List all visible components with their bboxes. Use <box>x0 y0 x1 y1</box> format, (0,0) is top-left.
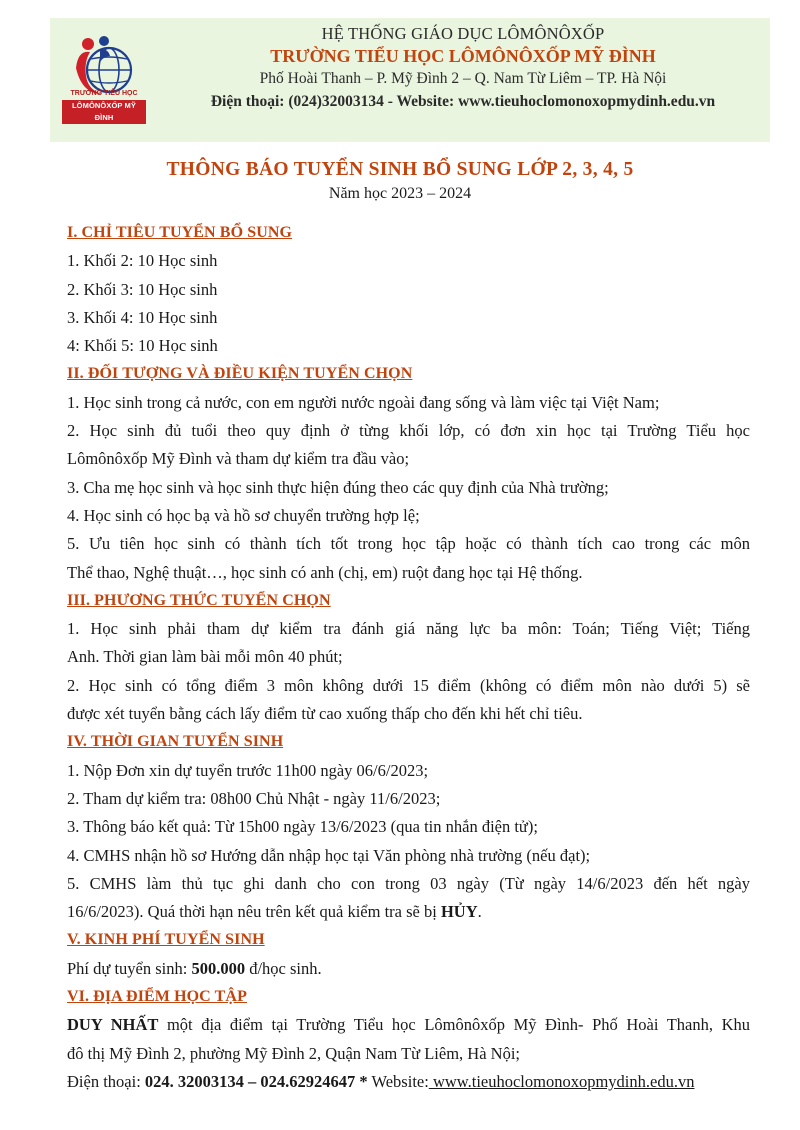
location-line <box>67 1011 750 1039</box>
list-item: 1. Nộp Đơn xin dự tuyển trước 11h00 ngày 06/6/2023; <box>67 760 429 780</box>
list-item: 3. Khối 4: 10 Học sinh <box>67 307 218 327</box>
list-item: 2. Học sinh đủ tuổi theo quy định ở từng khối lớp, có đơn xin học tại Trường Tiểu học <box>67 421 750 441</box>
list-item: 4. CMHS nhận hồ sơ Hướng dẫn nhập học tại Văn phòng nhà trường (nếu đạt); <box>67 845 591 865</box>
fee-label: Phí dự tuyển sinh: <box>67 958 192 978</box>
document-body <box>67 219 750 1096</box>
school-address: Phố Hoài Thanh – P. Mỹ Đình 2 – Q. Nam Từ Liêm – TP. Hà Nội <box>259 70 667 87</box>
list-item: Anh. Thời gian làm bài mỗi môn 40 phút; <box>67 647 343 667</box>
website-link[interactable]: www.tieuhoclomonoxopmydinh.edu.vn <box>428 1071 695 1091</box>
list-item: Thể thao, Nghệ thuật…, học sinh có anh (chị, em) ruột đang học tại Hệ thống. <box>67 562 583 582</box>
text-run: 16/6/2023). Quá thời hạn nêu trên kết quả kiểm tra sẽ bị <box>67 902 441 922</box>
section-heading: VI. ĐỊA ĐIỂM HỌC TẬP <box>67 988 247 1006</box>
section-heading: I. CHỈ TIÊU TUYỂN BỔ SUNG <box>67 224 293 241</box>
list-item <box>67 898 750 926</box>
system-name: HỆ THỐNG GIÁO DỤC LÔMÔNÔXỐP <box>321 24 605 43</box>
list-item: 1. Khối 2: 10 Học sinh <box>67 251 218 271</box>
list-item: 1. Học sinh trong cả nước, con em người nước ngoài đang sống và làm việc tại Việt Nam; <box>67 392 660 412</box>
list-item: 1. Học sinh phải tham dự kiểm tra đánh giá năng lực ba môn: Toán; Tiếng Việt; Tiếng <box>67 619 750 639</box>
list-item: 3. Cha mẹ học sinh và học sinh thực hiện đúng theo các quy định của Nhà trường; <box>67 477 609 497</box>
list-item: 5. CMHS làm thủ tục ghi danh cho con trong 03 ngày (Từ ngày 14/6/2023 đến hết ngày <box>67 873 750 893</box>
list-item: 2. Khối 3: 10 Học sinh <box>67 279 218 299</box>
list-item: 2. Tham dự kiểm tra: 08h00 Chủ Nhật - ngày 11/6/2023; <box>67 788 441 808</box>
section-heading: IV. THỜI GIAN TUYỂN SINH <box>67 733 284 751</box>
list-item: 4. Học sinh có học bạ và hồ sơ chuyển trường hợp lệ; <box>67 505 420 525</box>
logo-caption-bottom: LÔMÔNÔXỐP MỸ ĐÌNH <box>62 100 146 124</box>
fee-amount: 500.000 <box>191 958 246 978</box>
section-heading: II. ĐỐI TƯỢNG VÀ ĐIỀU KIỆN TUYỂN CHỌN <box>67 365 413 383</box>
logo-caption-top: TRƯỜNG TIỂU HỌC <box>70 90 138 97</box>
fee-unit: đ/học sinh. <box>245 958 322 978</box>
section-heading: III. PHƯƠNG THỨC TUYỂN CHỌN <box>67 591 331 609</box>
list-item: được xét tuyển bằng cách lấy điểm từ cao xuống thấp cho đến khi hết chỉ tiêu. <box>67 704 583 724</box>
list-item: 4: Khối 5: 10 Học sinh <box>67 336 218 356</box>
list-item: Lômônôxốp Mỹ Đình và tham dự kiểm tra đầu vào; <box>67 449 410 469</box>
document-title: THÔNG BÁO TUYỂN SINH BỔ SUNG LỚP 2, 3, 4, 5 <box>166 159 634 180</box>
phone-label: Điện thoại: <box>67 1071 145 1091</box>
bold-text: DUY NHẤT <box>67 1015 159 1035</box>
text-run: . <box>477 902 482 922</box>
list-item: 2. Học sinh có tổng điểm 3 môn không dưới 15 điểm (không có điểm môn nào dưới 5) sẽ <box>67 675 750 695</box>
text-run: một địa điểm tại Trường Tiểu học Lômônôxốp Mỹ Đình- Phố Hoài Thanh, Khu <box>158 1015 750 1035</box>
list-item: 5. Ưu tiên học sinh có thành tích tốt trong học tập hoặc có thành tích cao trong các môn <box>67 534 750 554</box>
letterhead <box>50 18 770 142</box>
school-contact: Điện thoại: (024)32003134 - Website: www.tieuhoclomonoxopmydinh.edu.vn <box>210 93 716 110</box>
fee-line <box>67 955 750 983</box>
bold-text: HỦY <box>440 902 478 922</box>
document-subtitle: Năm học 2023 – 2024 <box>328 185 472 202</box>
list-item: 3. Thông báo kết quả: Từ 15h00 ngày 13/6/2023 (qua tin nhắn điện tử); <box>67 817 538 837</box>
phone-numbers: 024. 32003134 – 024.62924647 * <box>144 1071 368 1091</box>
contact-line <box>67 1068 750 1096</box>
location-line: đô thị Mỹ Đình 2, phường Mỹ Đình 2, Quận Nam Từ Liêm, Hà Nội; <box>67 1043 520 1063</box>
school-name: TRƯỜNG TIỂU HỌC LÔMÔNÔXỐP MỸ ĐÌNH <box>270 46 656 66</box>
section-heading: V. KINH PHÍ TUYỂN SINH <box>67 931 265 949</box>
website-label: Website: <box>367 1071 429 1091</box>
